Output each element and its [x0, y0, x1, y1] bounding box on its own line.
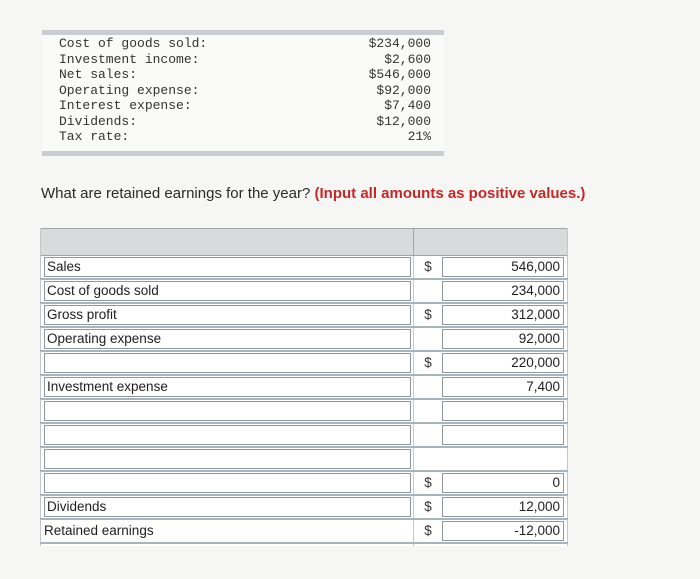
given-value: 21%: [407, 129, 431, 144]
given-label: Interest expense:: [59, 98, 192, 113]
question-prompt: What are retained earnings for the year?: [41, 185, 315, 202]
amount-input[interactable]: 546,000: [442, 257, 564, 277]
given-value: $7,400: [384, 98, 431, 113]
dollar-sign: [415, 401, 441, 421]
row-label-dropdown[interactable]: Operating expense: [44, 329, 411, 349]
table-row: [40, 256, 568, 280]
table-row: [40, 376, 568, 400]
row-label-dropdown[interactable]: [44, 401, 411, 421]
dollar-sign: [415, 281, 441, 301]
table-row: [40, 280, 568, 304]
given-row: [42, 98, 444, 113]
given-label: Dividends:: [59, 113, 138, 129]
given-label: Cost of goods sold:: [59, 36, 208, 51]
given-label: Net sales:: [59, 67, 138, 82]
amount-input[interactable]: 0: [442, 473, 564, 493]
table-row: [40, 352, 568, 376]
amount-input[interactable]: 234,000: [442, 281, 564, 301]
row-label: Retained earnings: [44, 523, 154, 538]
dollar-sign: $: [424, 355, 432, 370]
row-label-dropdown[interactable]: Sales: [44, 257, 411, 277]
given-row: [42, 36, 444, 51]
row-label-dropdown[interactable]: [44, 473, 411, 493]
amount-input[interactable]: 12,000: [442, 497, 564, 517]
row-label-dropdown[interactable]: [44, 425, 411, 445]
amount-input[interactable]: [442, 401, 564, 421]
given-row: [42, 52, 444, 67]
table-row: [40, 304, 568, 328]
dollar-sign: $: [424, 259, 432, 274]
question-instruction: (Input all amounts as positive values.): [314, 185, 586, 202]
given-row: [42, 83, 444, 98]
amount-input[interactable]: [442, 425, 564, 445]
amount-input[interactable]: 92,000: [442, 329, 564, 349]
dollar-sign: $: [424, 475, 432, 490]
table-header: [40, 228, 568, 256]
dollar-sign: $: [424, 307, 432, 322]
given-value: $12,000: [376, 113, 431, 129]
header-divider: [413, 228, 414, 256]
row-label-dropdown[interactable]: Dividends: [44, 497, 411, 517]
table-row: [40, 328, 568, 352]
table-row: [40, 472, 568, 496]
given-value: $92,000: [376, 82, 431, 98]
amount-input[interactable]: 7,400: [442, 377, 564, 397]
table-row: [40, 448, 568, 472]
amount-input[interactable]: -12,000: [442, 521, 564, 541]
question-text: [41, 185, 585, 202]
given-value: $234,000: [368, 36, 431, 51]
row-label-dropdown[interactable]: Gross profit: [44, 305, 411, 325]
row-label-dropdown[interactable]: [44, 353, 411, 373]
given-value: $2,600: [384, 51, 431, 67]
given-row: [42, 114, 444, 129]
dollar-sign: [415, 425, 441, 445]
given-row: [42, 67, 444, 82]
dollar-sign: [415, 377, 441, 397]
given-label: Tax rate:: [59, 129, 130, 144]
amount-input[interactable]: 220,000: [442, 353, 564, 373]
table-row: [40, 400, 568, 424]
row-label-dropdown[interactable]: Investment expense: [44, 377, 411, 397]
table-row: [40, 520, 568, 544]
given-value: $546,000: [368, 67, 431, 82]
given-label: Investment income:: [59, 51, 200, 67]
dollar-sign: [415, 329, 441, 349]
dollar-sign: $: [424, 499, 432, 514]
answer-table: [40, 228, 568, 546]
dollar-sign: [415, 449, 441, 469]
amount-input[interactable]: 312,000: [442, 305, 564, 325]
table-row: [40, 496, 568, 520]
dollar-sign: $: [424, 523, 432, 538]
given-row: [42, 129, 444, 144]
row-label-dropdown[interactable]: Cost of goods sold: [44, 281, 411, 301]
row-label-dropdown[interactable]: [44, 449, 411, 469]
table-row: [40, 424, 568, 448]
given-label: Operating expense:: [59, 82, 200, 98]
